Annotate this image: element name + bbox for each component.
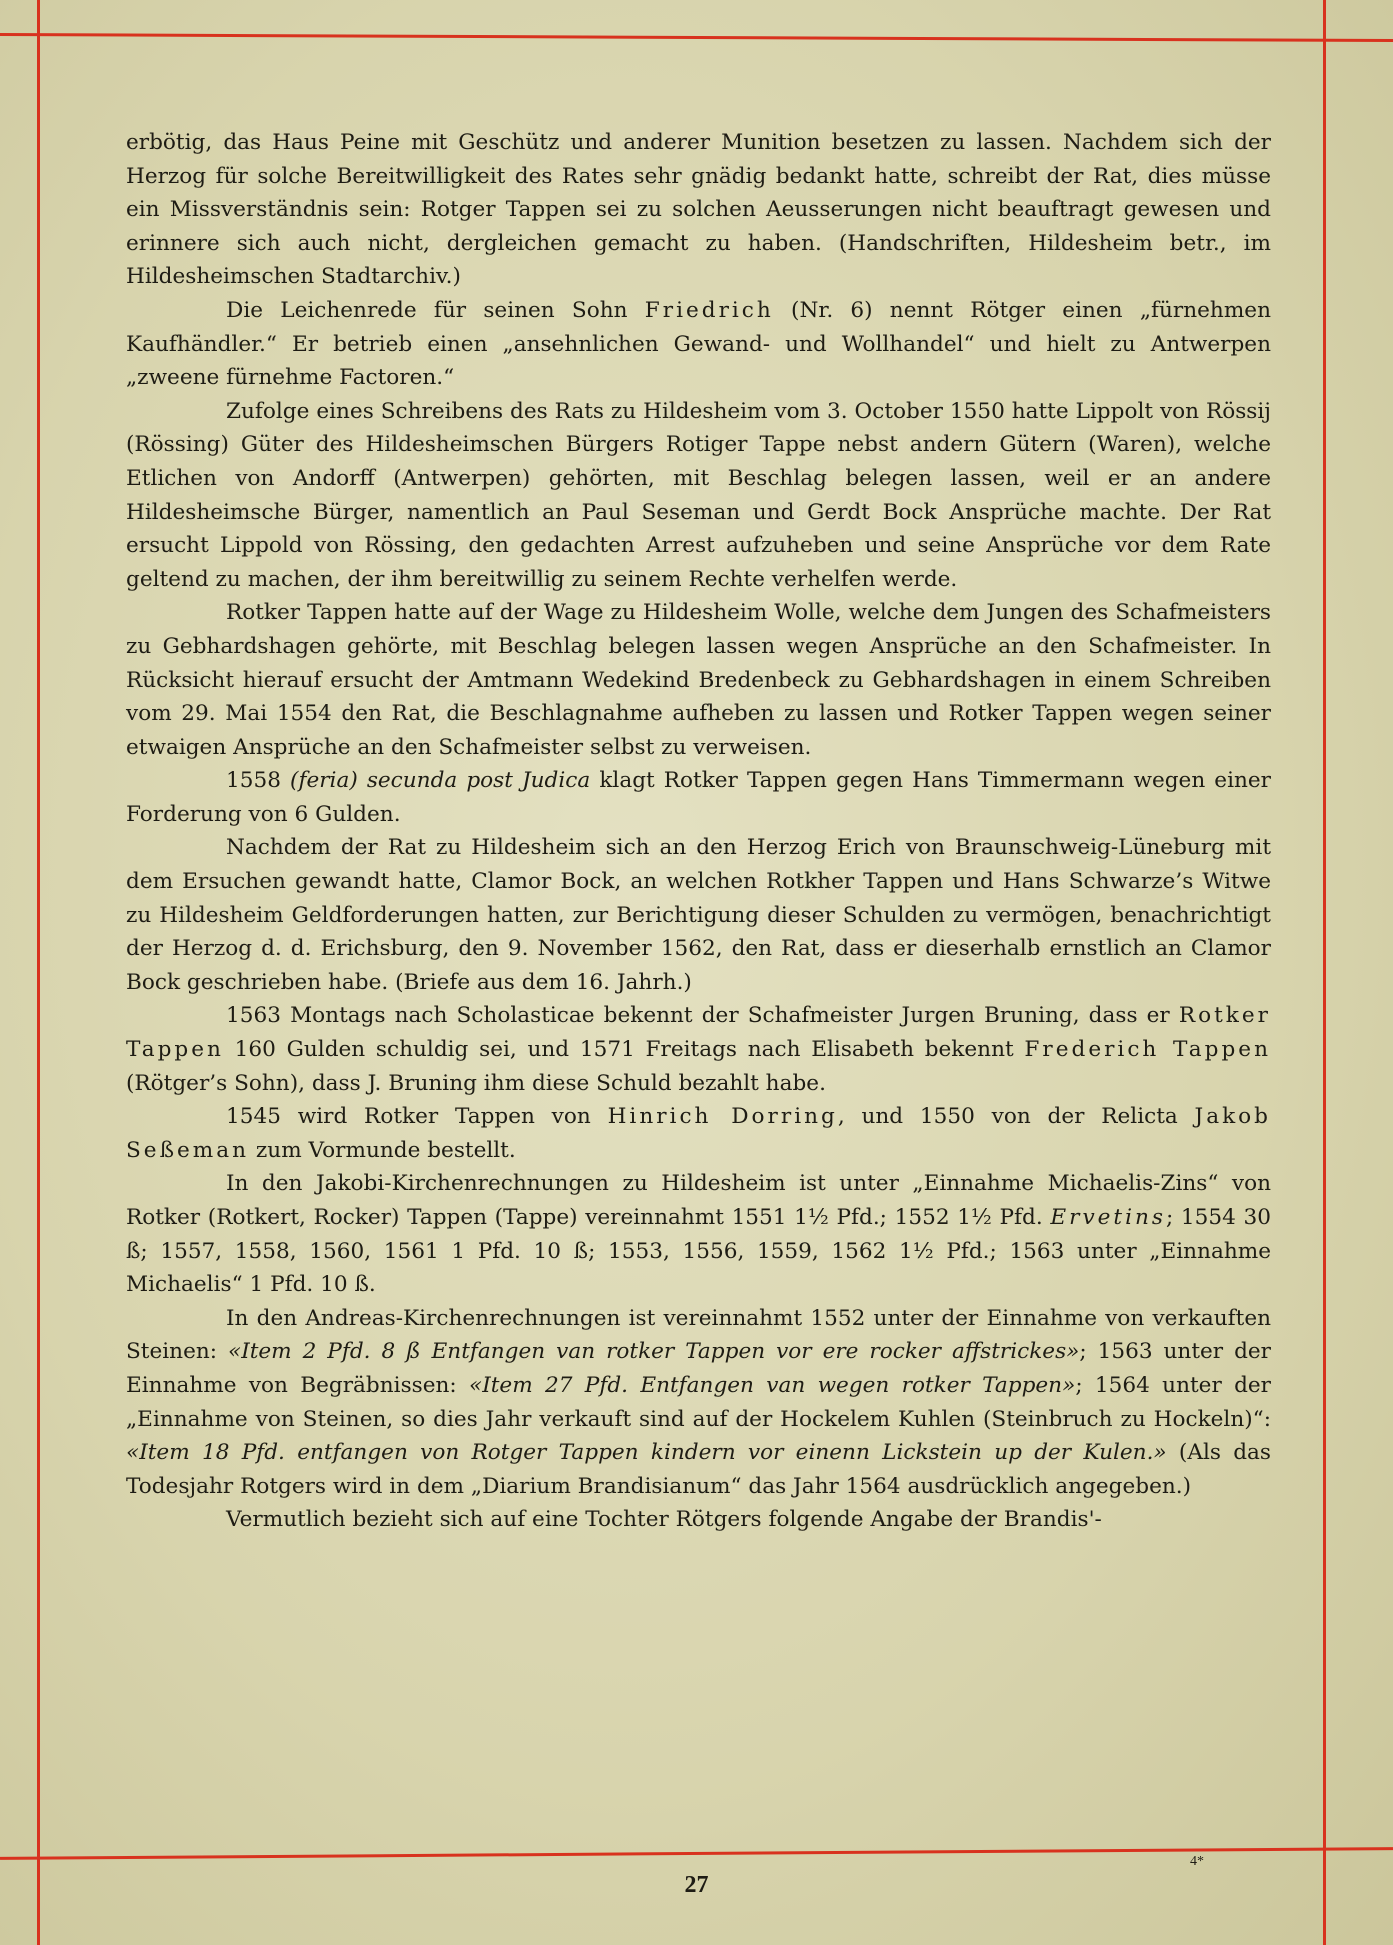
- signature-mark: 4*: [1190, 1854, 1204, 1869]
- paragraph: Zufolge eines Schreibens des Rats zu Hildesheim vom 3. October 1550 hatte Lippolt von Rössij (Rössing) Güter des Hildesheimschen Bürgers Rotiger Tappe nebst andern Gütern (Waren), welche Etlichen von Andorff (Antwerpen) gehörten, mit Beschlag belegen lassen, weil er an andere Hildesheimsche Bürger, namentlich an Paul Seseman und Gerdt Bock Ansprüche machte. Der Rat ersucht Lippold von Rössing, den gedachten Arrest aufzuheben und seine Ansprüche vor dem Rate geltend zu machen, der ihm bereitwillig zu seinem Rechte verhelfen werde.: [126, 398, 1271, 592]
- paragraph: In den Jakobi-Kirchenrechnungen zu Hildesheim ist unter „Einnahme Michaelis-Zins“ von Rotker (Rotkert, Rocker) Tappen (Tappe) vereinnahmt 1551 1½ Pfd.; 1552 1½ Pfd. Ervetins; 1554 30 ß; 1557, 1558, 1560, 1561 1 Pfd. 10 ß; 1553, 1556, 1559, 1562 1½ Pfd.; 1563 unter „Einnahme Michaelis“ 1 Pfd. 10 ß.: [126, 1171, 1271, 1298]
- quotation: «Item 2 Pfd. 8 ß Entfangen van rotker Tappen vor ere rocker affstrickes»: [227, 1339, 1080, 1365]
- person-name: Hinrich Dorring: [607, 1104, 838, 1130]
- red-rule-right: [1323, 0, 1326, 1945]
- paragraph: Die Leichenrede für seinen Sohn Friedrich (Nr. 6) nennt Rötger einen „fürnehmen Kaufhändler.“ Er betrieb einen „ansehnlichen Gewand- und Wollhandel“ und hielt zu Antwerpen „zweene fürnehme Factoren.“: [126, 297, 1271, 391]
- paragraph: In den Andreas-Kirchenrechnungen ist vereinnahmt 1552 unter der Einnahme von verkauften Steinen: «Item 2 Pfd. 8 ß Entfangen van rotker Tappen vor ere rocker affstrickes»; 1563 unter der Einnahme von Begräbnissen: «Item 27 Pfd. Entfangen van wegen rotker Tappen»; 1564 unter der „Einnahme von Steinen, so dies Jahr verkauft sind auf der Hockelem Kuhlen (Steinbruch zu Hockeln)“: «Item 18 Pfd. entfangen von Rotger Tappen kindern vor einenn Lickstein up der Kulen.» (Als das Todesjahr Rotgers wird in dem „Diarium Brandisianum“ das Jahr 1564 ausdrücklich angegeben.): [126, 1305, 1272, 1499]
- page-number: 27: [684, 1872, 709, 1898]
- body-text: [126, 126, 1271, 1537]
- paragraph: Nachdem der Rat zu Hildesheim sich an den Herzog Erich von Braunschweig-Lüneburg mit dem Ersuchen gewandt hatte, Clamor Bock, an welchen Rotkher Tappen und Hans Schwarze’s Witwe zu Hildesheim Geldforderungen hatten, zur Berichtigung dieser Schulden zu vermögen, benachrichtigt der Herzog d. d. Erichsburg, den 9. November 1562, den Rat, dass er dieserhalb ernstlich an Clamor Bock geschrieben habe. (Briefe aus dem 16. Jahrh.): [126, 835, 1271, 995]
- paragraph: 1545 wird Rotker Tappen von Hinrich Dorring, und 1550 von der Relicta Jakob Seßeman zum Vormunde bestellt.: [126, 1104, 1271, 1163]
- person-name: Rotker Tappen: [126, 1003, 1271, 1063]
- red-rule-left: [37, 0, 40, 1945]
- paragraph: 1558 (feria) secunda post Judica klagt Rotker Tappen gegen Hans Timmermann wegen einer Forderung von 6 Gulden.: [126, 768, 1272, 827]
- paragraph: erbötig, das Haus Peine mit Geschütz und anderer Munition besetzen zu lassen. Nachdem sich der Herzog für solche Bereitwilligkeit des Rates sehr gnädig bedankt hatte, schreibt der Rat, dies müsse ein Missverständnis sein: Rotger Tappen sei zu solchen Aeusserungen nicht beauftragt gewesen und erinnere sich auch nicht, dergleichen gemacht zu haben. (Handschriften, Hildesheim betr., im Hildesheimschen Stadtarchiv.): [126, 130, 1271, 290]
- paragraph: Vermutlich bezieht sich auf eine Tochter Rötgers folgende Angabe der Brandis'-: [226, 1507, 1102, 1533]
- person-name: Frederich Tappen: [1024, 1037, 1271, 1063]
- person-name: Jakob Seßeman: [126, 1104, 1271, 1163]
- quotation: «Item 27 Pfd. Entfangen van wegen rotker Tappen»: [469, 1372, 1076, 1398]
- paragraph: Rotker Tappen hatte auf der Wage zu Hildesheim Wolle, welche dem Jungen des Schafmeisters zu Gebhardshagen gehörte, mit Beschlag belegen lassen wegen Ansprüche an den Schafmeister. In Rücksicht hierauf ersucht der Amtmann Wedekind Bredenbeck zu Gebhardshagen in einem Schreiben vom 29. Mai 1554 den Rat, die Beschlagnahme aufheben zu lassen und Rotker Tappen wegen seiner etwaigen Ansprüche an den Schafmeister selbst zu verweisen.: [126, 600, 1271, 760]
- paragraph: 1563 Montags nach Scholasticae bekennt der Schafmeister Jurgen Bruning, dass er Rotker Tappen 160 Gulden schuldig sei, und 1571 Freitags nach Elisabeth bekennt Frederich Tappen (Rötger’s Sohn), dass J. Bruning ihm diese Schuld bezahlt habe.: [126, 1003, 1271, 1096]
- person-name: Ervetins: [1050, 1205, 1166, 1230]
- person-name: Friedrich: [644, 297, 774, 323]
- quotation: «Item 18 Pfd. entfangen von Rotger Tappen kindern vor einenn Lickstein up der Kulen.»: [126, 1440, 1167, 1466]
- latin-date: (feria) secunda post Judica: [290, 768, 591, 794]
